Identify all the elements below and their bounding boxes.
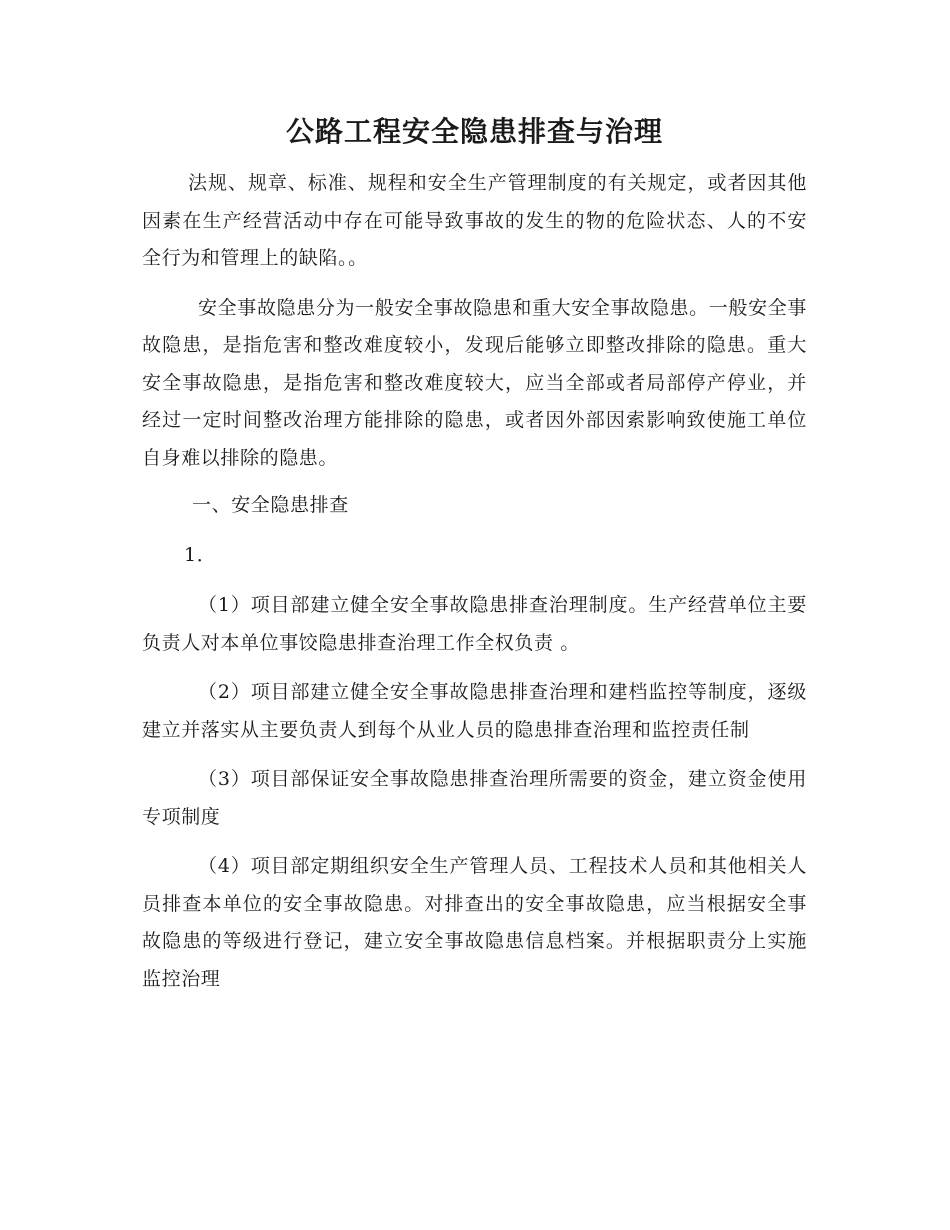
list-item: （4）项目部定期组织安全生产管理人员、工程技术人员和其他相关人员排查本单位的安全事故隐患。对排查出的安全事故隐患，应当根据安全事故隐患的等级进行登记，建立安全事故隐患信息档案。并根据职责分上实施监控治理 [142, 855, 807, 990]
list-item: （3）项目部保证安全事故隐患排查治理所需要的资金，建立资金使用专项制度 [142, 768, 807, 828]
paragraph-hazard-definition: 法规、规章、标准、规程和安全生产管理制度的有关规定，或者因其他因素在生产经营活动中存在可能导致事故的发生的物的危险状态、人的不安全行为和管理上的缺陷。。 [142, 172, 807, 269]
section-heading: 一、安全隐患排查 [192, 494, 349, 516]
item-number: 1． [184, 543, 217, 566]
paragraph-hazard-classification: 安全事故隐患分为一般安全事故隐患和重大安全事故隐患。一般安全事故隐患，是指危害和整改难度较小，发现后能够立即整改排除的隐患。重大安全事故隐患，是指危害和整改难度较大，应当全部或者局部停产停业，并经过一定时间整改治理方能排除的隐患，或者因外部因索影响致使施工单位自身难以排除的隐患。 [142, 296, 807, 469]
list-item: （2）项目部建立健全安全事故隐患排查治理和建档监控等制度，逐级建立并落实从主要负责人到每个从业人员的隐患排查治理和监控责任制 [142, 681, 807, 741]
document-page [142, 0, 807, 998]
list-item: （1）项目部建立健全安全事故隐患排查治理制度。生产经营单位主要负责人对本单位事饺隐患排查治理工作全权负责 。 [142, 594, 807, 654]
document-title: 公路工程安全隐患排查与治理 [285, 115, 663, 148]
